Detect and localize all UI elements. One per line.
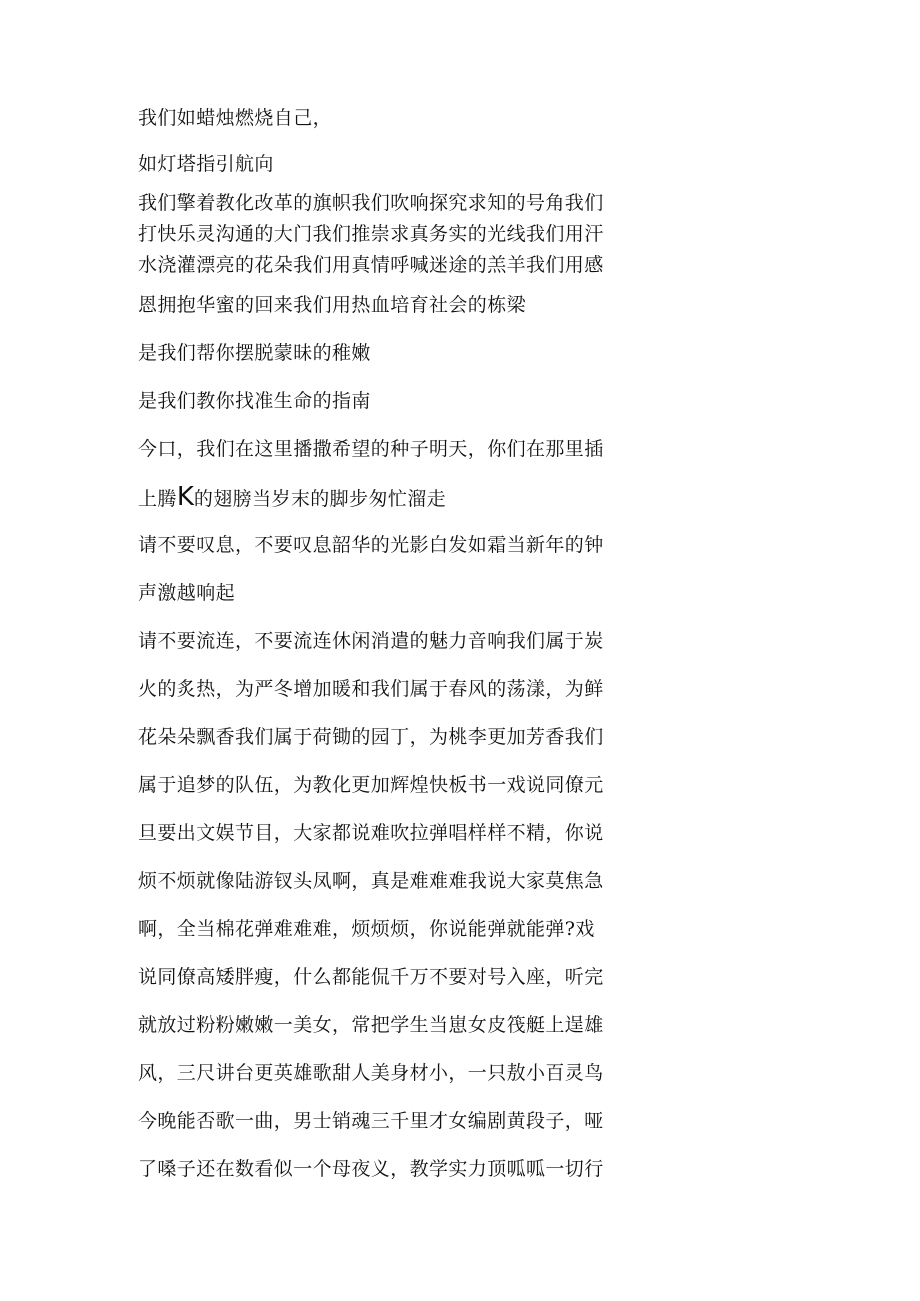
line-head: 上腾 bbox=[138, 488, 177, 510]
text-line: 我们擎着教化改革的旗帜我们吹响探究求知的号角我们 bbox=[138, 192, 604, 214]
text-line: 水浇灌漂亮的花朵我们用真情呼喊迷途的羔羊我们用感 bbox=[138, 254, 604, 276]
text-line: 打快乐灵沟通的大门我们推崇求真务实的光线我们用汗 bbox=[138, 223, 604, 245]
text-line: 我们如蜡烛燃烧自己， bbox=[138, 107, 333, 129]
text-line: 花朵朵飘香我们属于荷锄的园丁，为桃李更加芳香我们 bbox=[138, 726, 604, 748]
text-line: 啊，全当棉花弹难难难，烦烦烦，你说能弹就能弹?戏 bbox=[138, 918, 595, 940]
text-line: 恩拥抱华蜜的回来我们用热血培育社会的栋梁 bbox=[138, 294, 527, 316]
text-line: 火的炙热，为严冬增加暖和我们属于春风的荡漾，为鲜 bbox=[138, 678, 604, 700]
text-line: 请不要流连，不要流连休闲消遣的魅力音响我们属于炭 bbox=[138, 630, 604, 652]
text-line: 是我们教你找准生命的指南 bbox=[138, 390, 371, 412]
text-line: 烦不烦就像陆游钗头凤啊，真是难难难我说大家莫焦急 bbox=[138, 870, 604, 892]
text-line: 请不要叹息，不要叹息韶华的光影白发如霜当新年的钟 bbox=[138, 534, 604, 556]
text-line: 就放过粉粉嫩嫩一美女，常把学生当崽女皮筏艇上逞雄 bbox=[138, 1014, 604, 1036]
poem-text bbox=[138, 96, 638, 1193]
text-line: 旦要出文娱节目，大家都说难吹拉弹唱样样不精，你说 bbox=[138, 822, 604, 844]
text-line bbox=[138, 473, 638, 521]
line-tail: 的翅膀当岁末的脚步匆忙溜走 bbox=[193, 488, 447, 510]
text-line: 如灯塔指引航向 bbox=[138, 153, 274, 175]
large-letter: K bbox=[176, 482, 194, 512]
text-line: 属于追梦的队伍，为教化更加辉煌快板书一戏说同僚元 bbox=[138, 774, 604, 796]
text-line: 声激越响起 bbox=[138, 582, 236, 604]
text-line: 了嗓子还在数看似一个母夜义，教学实力顶呱呱一切行 bbox=[138, 1158, 604, 1180]
text-line: 是我们帮你摆脱蒙昧的稚嫩 bbox=[138, 342, 371, 364]
text-line: 今口，我们在这里播撒希望的种子明天，你们在那里插 bbox=[138, 438, 604, 460]
text-line: 说同僚高矮胖瘦，什么都能侃千万不要对号入座，听完 bbox=[138, 966, 604, 988]
text-line: 今晚能否歌一曲，男士销魂三千里才女编剧黄段子，哑 bbox=[138, 1110, 604, 1132]
text-line: 风，三尺讲台更英雄歌甜人美身材小，一只敖小百灵鸟 bbox=[138, 1062, 604, 1084]
